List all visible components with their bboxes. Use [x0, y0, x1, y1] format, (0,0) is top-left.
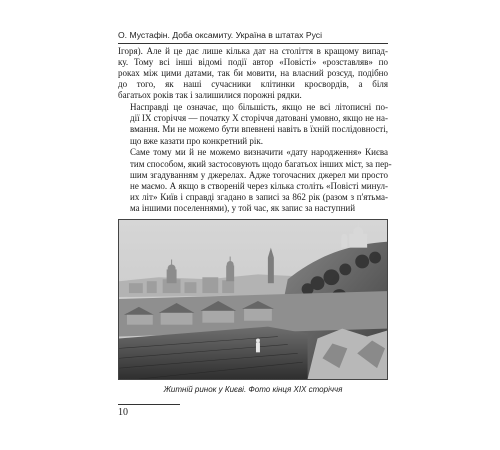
paragraph — [118, 147, 392, 214]
text-line: дії IX сторіччя — початку X сторіччя датовані умовно, якщо не на- — [130, 113, 388, 124]
text-line: багатьох років так і залишилися порожні рядки. — [118, 90, 302, 101]
paragraph — [118, 46, 388, 101]
text-line: не маємо. А якщо в створеній через кілька століть «Повісті минул- — [130, 180, 388, 191]
text-line: до того, як наші сучасники клітинки кросвордів, а біля — [118, 79, 388, 90]
historical-photo — [118, 219, 388, 380]
footer-rule — [118, 404, 180, 405]
text-line: ку. Тому всі інші відомі події автор «Повісті» «розставляв» по — [118, 57, 388, 68]
photo-caption: Житній ринок у Києві. Фото кінця XIX сторіччя — [163, 385, 343, 394]
text-line: що вже казати про конкретний рік. — [130, 135, 263, 146]
header-rule — [118, 43, 388, 44]
text-line: роках між цими датами, так би мовити, на власний розсуд, подібно — [118, 68, 388, 79]
kyiv-market-photo-illustration — [119, 220, 387, 379]
running-head: О. Мустафін. Доба оксамиту. Україна в штатах Русі — [118, 30, 322, 40]
text-line: шим згадуванням у джерелах. Адже тогочасних джерел ми просто — [130, 169, 388, 180]
text-line: Насправді це означає, що більшість, якщо не всі літописні по- — [130, 102, 388, 113]
text-line: Саме тому ми й не можемо визначити «дату народження» Києва — [130, 147, 388, 158]
text-line: вмання. Ми не можемо бути впевнені навіть в їхній послідовності, — [130, 124, 388, 135]
text-line: тим способом, який застосовують щодо багатьох інших міст, за пер- — [130, 158, 392, 169]
page-number: 10 — [118, 407, 128, 418]
text-line: ма іншими поселеннями), у той час, як запис за наступний — [130, 202, 356, 213]
body-text — [118, 46, 392, 214]
paragraph — [118, 102, 388, 146]
text-line: Ігоря). Але й це дає лише кілька дат на століття в кращому випад- — [118, 46, 388, 56]
text-line: их літ» Київ і справді згадано в записі за 862 рік (разом з п'ятьма- — [130, 191, 388, 202]
